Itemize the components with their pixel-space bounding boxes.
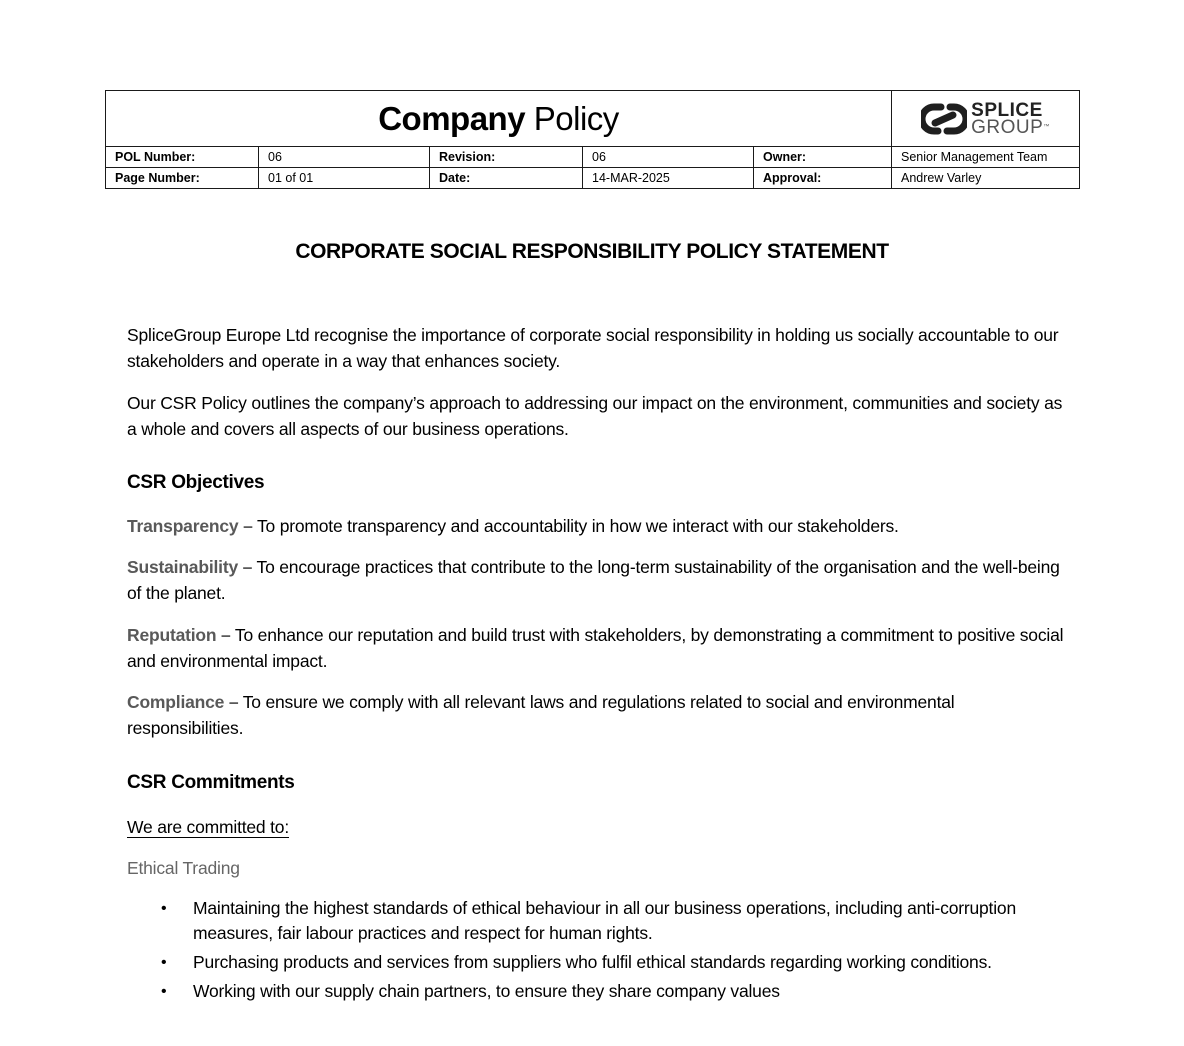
objective-term: Compliance – <box>127 692 239 712</box>
objective-reputation <box>127 622 1067 674</box>
objective-transparency <box>127 513 899 539</box>
objective-term: Reputation – <box>127 625 231 645</box>
commitments-lead: We are committed to: <box>127 817 289 837</box>
title-bold: Company <box>378 99 526 137</box>
objectives-heading: CSR Objectives <box>127 472 265 493</box>
header-row-1 <box>106 147 1080 168</box>
revision-label: Revision: <box>430 147 583 168</box>
date-value: 14-MAR-2025 <box>583 168 754 189</box>
list-item <box>127 979 1067 1004</box>
owner-label: Owner: <box>754 147 892 168</box>
objective-text: To ensure we comply with all relevant laws and regulations related to social and environmental responsibilities. <box>127 692 955 738</box>
ethical-trading-subheading: Ethical Trading <box>127 858 240 878</box>
objective-sustainability <box>127 554 1067 606</box>
header-title <box>106 91 892 147</box>
logo-tm: ™ <box>1043 123 1050 130</box>
commitments-list <box>127 896 1067 1008</box>
logo-line2: GROUP <box>971 116 1044 138</box>
pol-number-value: 06 <box>259 147 430 168</box>
policy-header-table <box>105 90 1080 189</box>
commitments-heading: CSR Commitments <box>127 772 295 793</box>
objective-text: To encourage practices that contribute to the long-term sustainability of the organisation and the well-being of the planet. <box>127 557 1060 603</box>
bullet-icon: • <box>161 954 167 971</box>
objective-term: Transparency – <box>127 516 253 536</box>
title-regular: Policy <box>533 99 619 137</box>
approval-value: Andrew Varley <box>892 168 1080 189</box>
intro-paragraph-1: SpliceGroup Europe Ltd recognise the importance of corporate social responsibility in holding us socially accountable to our stakeholders and operate in a way that enhances society. <box>127 325 1059 371</box>
objective-term: Sustainability – <box>127 557 253 577</box>
objective-text: To promote transparency and accountability in how we interact with our stakeholders. <box>252 516 899 536</box>
owner-value: Senior Management Team <box>892 147 1080 168</box>
page-number-label: Page Number: <box>106 168 259 189</box>
bullet-icon: • <box>161 983 167 1000</box>
list-item <box>127 950 1067 975</box>
objective-compliance <box>127 689 1067 741</box>
objective-text: To enhance our reputation and build trust with stakeholders, by demonstrating a commitment to positive social and environmental impact. <box>127 625 1064 671</box>
list-item <box>127 896 1067 946</box>
company-logo <box>892 91 1080 147</box>
logo-line1: SPLICE <box>971 99 1043 121</box>
pol-number-label: POL Number: <box>106 147 259 168</box>
page-number-value: 01 of 01 <box>259 168 430 189</box>
header-row-2 <box>106 168 1080 189</box>
document-title: CORPORATE SOCIAL RESPONSIBILITY POLICY STATEMENT <box>295 240 889 263</box>
revision-value: 06 <box>583 147 754 168</box>
list-item-text: Working with our supply chain partners, to ensure they share company values <box>193 981 780 1001</box>
list-item-text: Maintaining the highest standards of ethical behaviour in all our business operations, including anti-corruption measures, fair labour practices and respect for human rights. <box>193 898 1016 943</box>
approval-label: Approval: <box>754 168 892 189</box>
bullet-icon: • <box>161 900 167 917</box>
date-label: Date: <box>430 168 583 189</box>
list-item-text: Purchasing products and services from suppliers who fulfil ethical standards regarding working conditions. <box>193 952 992 972</box>
intro-paragraph-2: Our CSR Policy outlines the company’s approach to addressing our impact on the environment, communities and society as a whole and covers all aspects of our business operations. <box>127 393 1063 439</box>
splice-link-icon <box>921 102 967 136</box>
